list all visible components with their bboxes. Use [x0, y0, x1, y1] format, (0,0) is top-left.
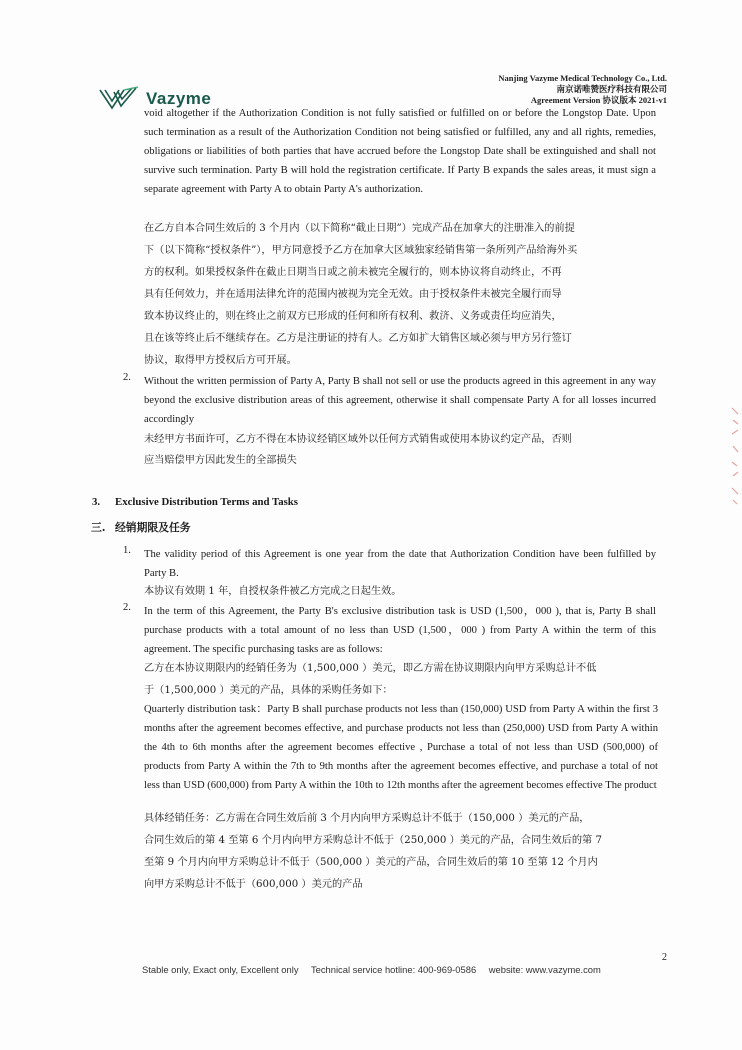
- item-number: 1.: [123, 545, 131, 556]
- section-3-title-en: Exclusive Distribution Terms and Tasks: [115, 496, 299, 508]
- item2-top-cn-line: 应当赔偿甲方因此发生的全部损失: [144, 455, 297, 466]
- quarterly-cn-line: 具体经销任务：乙方需在合同生效后前 3 个月内向甲方采购总计不低于（150,000 ）美元的产品，: [144, 813, 590, 824]
- footer: [142, 964, 611, 975]
- section-3-number-cn: 三.: [91, 521, 106, 534]
- quarterly-cn-line: 至第 9 个月内向甲方采购总计不低于（500,000 ）美元的产品，合同生效后的第 10 至第 12 个月内: [144, 857, 598, 868]
- intro-paragraph-cn: [144, 218, 664, 372]
- company-name-en: Nanjing Vazyme Medical Technology Co., Ltd.: [498, 73, 667, 83]
- header-company-info: [498, 73, 667, 106]
- intro-cn-line: 方的权利。如果授权条件在截止日期当日或之前未被完全履行的，则本协议将自动终止，不再: [144, 267, 562, 278]
- item1-cn: 本协议有效期 1 年，自授权条件被乙方完成之日起生效。: [144, 586, 402, 597]
- item2-top-en: Without the written permission of Party A, Party B shall not sell or use the products agreed in this agreement in any way beyond the exclusive distribution areas of this agreement, otherwise it shall compensate Party A for all losses incurred accordingly: [144, 376, 656, 425]
- quarterly-task-en: Quarterly distribution task：Party B shall purchase products not less than (150,000) USD from Party A within the first 3 months after the agreement becomes effective, and purchase products not less than (250,000) USD from Party A within the 4th to 6th months after the agreement becomes effective , Purchase a total of not less than USD (500,000) of products from Party A within the 7th to 9th months after the agreement becomes effective, and purchase a total of not less than USD (600,000) from Party A within the 10th to 12th months after the agreement becomes effective The product: [144, 704, 658, 791]
- footer-slogan: Stable only, Exact only, Excellent only: [142, 964, 299, 975]
- item2-top-cn: [144, 429, 664, 471]
- quarterly-cn-line: 合同生效后的第 4 至第 6 个月内向甲方采购总计不低于（250,000 ）美元的产品，合同生效后的第 7: [144, 835, 602, 846]
- quarterly-task-cn: [144, 808, 668, 896]
- item2-cn-line: 乙方在本协议期限内的经销任务为（1,500,000 ）美元，即乙方需在协议期限内向甲方采购总计不低: [144, 663, 597, 674]
- section-3-title-cn: 经销期限及任务: [115, 521, 191, 534]
- logo-mark-icon: [98, 86, 140, 112]
- item2-en: In the term of this Agreement, the Party B's exclusive distribution task is USD (1,500，000 ), that is, Party B shall purchase products with a total amount of no less than USD (1,500，000 ) from Party A within the term of this agreement. The specific purchasing tasks are as follows:: [144, 606, 656, 655]
- item2-top-cn-line: 未经甲方书面许可，乙方不得在本协议经销区域外以任何方式销售或使用本协议约定产品，否则: [144, 434, 572, 445]
- intro-cn-line: 致本协议终止的，则在终止之前双方已形成的任何和所有权利、救济、义务或责任均应消失，: [144, 311, 562, 322]
- item2-cn-line: 于（1,500,000 ）美元的产品，具体的采购任务如下：: [144, 685, 393, 696]
- intro-cn-line: 且在该等终止后不继续存在。乙方是注册证的持有人。乙方如扩大销售区域必须与甲方另行签订: [144, 333, 572, 344]
- intro-cn-line: 协议，取得甲方授权后方可开展。: [144, 355, 297, 366]
- item2-cn: [144, 658, 664, 702]
- item-number: 2.: [123, 372, 131, 383]
- intro-cn-line: 在乙方自本合同生效后的 3 个月内（以下简称“截止日期”）完成产品在加拿大的注册准入的前提: [144, 223, 575, 234]
- item1-en: The validity period of this Agreement is one year from the date that Authorization Condition have been fulfilled by Party B.: [144, 549, 656, 579]
- logo-text: Vazyme: [146, 89, 212, 108]
- company-name-cn: 南京诺唯赞医疗科技有限公司: [556, 84, 667, 94]
- intro-paragraph-en: void altogether if the Authorization Condition is not fully satisfied or fulfilled on or before the Longstop Date. Upon such termination as a result of the Authorization Condition not being satisfied or fulfilled, any and all rights, remedies, obligations or liabilities of both parties that have accrued before the Longstop Date shall be extinguished and shall not survive such termination. Party B will hold the registration certificate. If Party B expands the sales areas, it must sign a separate agreement with Party A to obtain Party A's authorization.: [144, 108, 656, 195]
- seal-edge-mark: [730, 400, 740, 510]
- footer-hotline: Technical service hotline: 400-969-0586: [310, 964, 477, 975]
- item-number: 2.: [123, 602, 131, 613]
- footer-website: website: www.vazyme.com: [488, 964, 601, 975]
- intro-cn-line: 下（以下简称“授权条件”），甲方同意授予乙方在加拿大区域独家经销售第一条所列产品给海外买: [144, 245, 578, 256]
- quarterly-cn-line: 向甲方采购总计不低于（600,000 ）美元的产品: [144, 879, 363, 890]
- section-3-number-en: 3.: [92, 496, 101, 508]
- intro-cn-line: 具有任何效力，并在适用法律允许的范围内被视为完全无效。由于授权条件未被完全履行而导: [144, 289, 562, 300]
- agreement-version: Agreement Version 协议版本 2021-v1: [530, 95, 667, 105]
- page-number: 2: [662, 952, 667, 963]
